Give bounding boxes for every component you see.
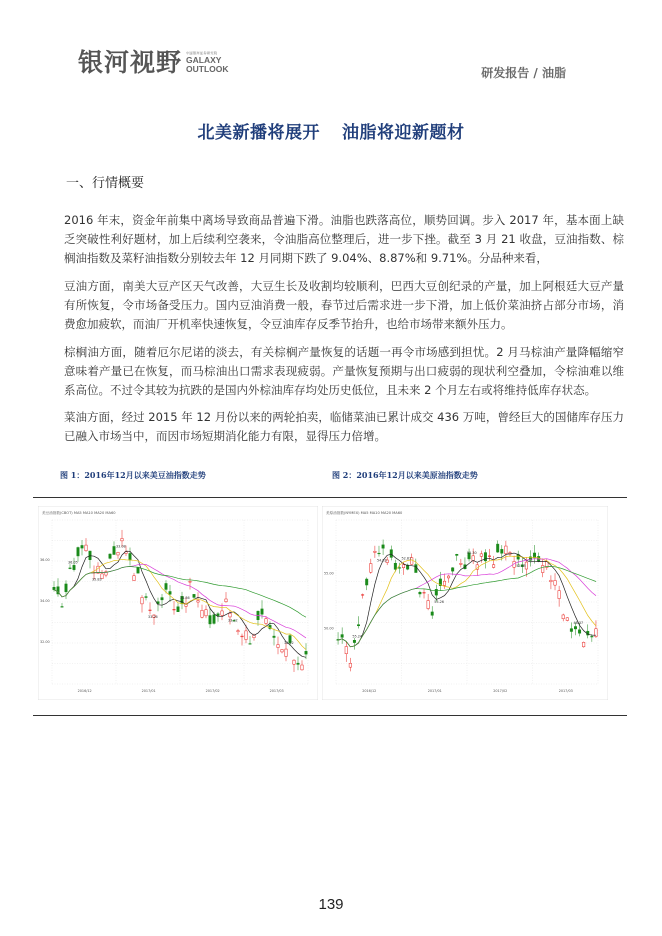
- candle-body: [129, 553, 131, 560]
- chart-price-label: 33.08: [116, 544, 126, 549]
- candle-body: [447, 576, 449, 578]
- candle-body: [435, 589, 437, 595]
- candle-body: [261, 609, 263, 614]
- candle-body: [77, 548, 79, 556]
- candle-body: [285, 649, 287, 656]
- chart-date-label: 2017/02: [205, 689, 220, 693]
- candle-body: [225, 599, 227, 602]
- chart-price-label: 48.37: [573, 620, 584, 625]
- title-part-2: 油脂将迎新题材: [342, 123, 465, 143]
- candle-body: [398, 568, 400, 569]
- candle-body: [365, 579, 367, 585]
- candle-body: [85, 545, 87, 551]
- chart-axis-label: 34.00: [40, 599, 50, 603]
- candle-body: [427, 601, 429, 609]
- logo-english-line-1: GALAXY: [186, 55, 222, 65]
- candle-body: [578, 630, 580, 633]
- candle-body: [209, 616, 211, 624]
- candle-body: [53, 587, 55, 589]
- chart-price-label: 54.83: [376, 558, 387, 563]
- chart-axis-label: 55.00: [324, 571, 334, 576]
- figure-1-caption: 图 1：2016年12月以来美豆油指数走势: [60, 470, 206, 480]
- logo-english-text: [186, 51, 229, 74]
- candle-body: [281, 649, 283, 651]
- candle-body: [550, 580, 552, 582]
- page-number: 139: [318, 896, 344, 913]
- candle-body: [213, 615, 215, 624]
- chart-date-label: 2017/01: [141, 689, 156, 693]
- chart-date-label: 2016/12: [362, 689, 377, 693]
- candle-body: [205, 610, 207, 616]
- candle-body: [349, 663, 351, 667]
- chart-price-label: 36.05: [68, 560, 78, 565]
- candle-body: [61, 607, 63, 608]
- candle-body: [161, 598, 163, 600]
- candle-body: [197, 601, 199, 602]
- candle-body: [217, 614, 219, 616]
- candle-body: [382, 545, 384, 548]
- chart-price-label: 32.22: [284, 641, 294, 646]
- soybean-oil-index-chart: [38, 506, 318, 700]
- candle-body: [65, 584, 67, 592]
- candle-body: [370, 564, 372, 573]
- candle-body: [141, 597, 143, 603]
- chart-price-label: 52.85: [516, 564, 526, 569]
- candle-body: [133, 576, 135, 581]
- candle-body: [113, 546, 115, 554]
- candle-body: [390, 550, 392, 558]
- candle-body: [570, 629, 572, 632]
- chart-price-label: 52.81: [401, 556, 412, 561]
- candle-body: [69, 568, 71, 569]
- candle-body: [237, 631, 239, 632]
- paragraph-overview: 2016 年末，资金年前集中离场导致商品普遍下滑。油脂也跌落高位，顺势回调。步入 2017 年，基本面上缺乏突破性利好题材，加上后续利空袭来，令油脂高位整理后，进一步下挫。截至 3 月 21 收盘，豆油指数、棕榈油指数及菜籽油指数分别较去年 12 月同期下跌了 9.04%、8.87%和 9.71%。分品种来看，: [64, 213, 624, 265]
- candle-body: [378, 553, 380, 554]
- candle-body: [293, 660, 295, 664]
- candle-body: [117, 552, 119, 555]
- candle-body: [394, 563, 396, 569]
- chart-price-label: 34.86: [180, 595, 190, 600]
- candle-body: [562, 615, 564, 619]
- report-category: 研发报告 / 油脂: [481, 66, 566, 80]
- candle-body: [591, 636, 593, 637]
- candle-body: [357, 625, 359, 626]
- chart-price-label: 55.24: [352, 634, 363, 639]
- chart-axis-label: 36.00: [40, 558, 50, 562]
- candle-body: [496, 544, 498, 552]
- candle-body: [341, 635, 343, 638]
- candle-body: [419, 592, 421, 594]
- candle-body: [574, 627, 576, 629]
- candle-body: [451, 568, 453, 571]
- candle-body: [505, 546, 507, 554]
- candle-body: [353, 640, 355, 642]
- candle-body: [480, 554, 482, 557]
- figure-bottom-rule: [33, 715, 627, 716]
- title-part-1: 北美新播将展开: [197, 123, 320, 143]
- candle-body: [554, 580, 556, 585]
- page-title: [0, 118, 662, 143]
- candle-body: [443, 581, 445, 585]
- candle-body: [361, 595, 363, 596]
- galaxy-outlook-logo: [78, 50, 229, 76]
- candle-body: [221, 611, 223, 615]
- candle-body: [566, 618, 568, 621]
- candle-body: [145, 597, 147, 598]
- chart-axis-label: 50.00: [324, 626, 334, 631]
- chart-date-label: 2017/01: [427, 689, 442, 693]
- logo-tiny-text: 中国银河证券研究院: [186, 51, 218, 55]
- candle-body: [374, 551, 376, 552]
- candle-body: [81, 545, 83, 548]
- chart-price-label: 35.83: [92, 577, 102, 582]
- candle-body: [305, 651, 307, 654]
- section-heading: 一、行情概要: [66, 176, 145, 191]
- chart-info-line: 美豆油指数(CBOT) MA5 MA10 MA20 MA60: [42, 511, 116, 515]
- candle-body: [169, 591, 171, 594]
- logo-english-line-2: OUTLOOK: [186, 64, 229, 74]
- candle-body: [73, 565, 75, 569]
- candle-body: [582, 642, 584, 646]
- paragraph-soybean-oil: 豆油方面，南美大豆产区天气改善，大豆生长及收割均较顺利，巴西大豆创纪录的产量，加上阿根廷大豆产量有所恢复，令市场备受压力。国内豆油消费一般，春节过后需求进一步下滑，加上低价菜油挤占部分市场，消费愈加疲软，而油厂开机率快速恢复，令豆油库存反季节抬升，也给市场带来额外压力。: [64, 279, 624, 331]
- candle-body: [297, 663, 299, 664]
- chart-date-label: 2017/03: [269, 689, 284, 693]
- figure-2-caption: 图 2：2016年12月以来美原油指数走势: [332, 470, 478, 480]
- candle-body: [149, 610, 151, 611]
- candle-body: [415, 565, 417, 573]
- crude-oil-index-chart: [322, 506, 608, 700]
- chart-date-label: 2017/03: [558, 689, 573, 693]
- candle-body: [245, 631, 247, 640]
- paragraph-rapeseed-oil: 菜油方面，经过 2015 年 12 月份以来的两轮拍卖，临储菜油已累计成交 436 万吨，曾经巨大的国储库存压力已融入市场当中，而因市场短期消化能力有限，显得压力倍增。: [64, 410, 624, 443]
- candle-body: [460, 563, 462, 564]
- chart-date-label: 2016/12: [77, 689, 92, 693]
- candle-body: [173, 609, 175, 610]
- candle-body: [402, 565, 404, 568]
- candle-body: [189, 581, 191, 582]
- paragraph-palm-oil: 棕榈油方面，随着厄尔尼诺的淡去，有关棕榈产量恢复的话题一再令市场感到担忧。2 月马棕油产量降幅缩窄意味着产量已在恢复，而马棕油出口需求表现疲弱。产量恢复预期与出口疲弱的现状利空叠加，令棕油难以维系高位。不过令其较为抗跌的是国内外棕油库存均处历史低位，且未来 2 个月左右或将维持低库存状态。: [64, 345, 624, 397]
- candle-body: [423, 592, 425, 593]
- candle-body: [177, 607, 179, 612]
- candle-body: [542, 565, 544, 572]
- chart-axis-label: 32.00: [40, 640, 50, 644]
- candle-body: [456, 554, 458, 555]
- figure-top-rule: [33, 497, 627, 498]
- candle-body: [121, 538, 123, 540]
- candle-body: [165, 583, 167, 589]
- candle-body: [265, 619, 267, 624]
- chart-date-label: 2017/02: [493, 689, 508, 693]
- candle-body: [201, 610, 203, 617]
- candle-body: [109, 554, 111, 558]
- soybean-oil-kline-image: [38, 506, 318, 700]
- candle-body: [193, 594, 195, 597]
- chart-price-label: 33.26: [148, 614, 158, 619]
- logo-chinese-text: 银河视野: [78, 48, 183, 77]
- candle-body: [492, 565, 494, 568]
- candle-body: [484, 553, 486, 561]
- candle-body: [277, 645, 279, 648]
- candle-body: [501, 549, 503, 553]
- chart-info-line: 美原油指数(NYMEX) MA5 MA10 MA20 MA60: [326, 511, 403, 515]
- candle-body: [229, 613, 231, 617]
- chart-price-label: 51.30: [467, 550, 477, 555]
- chart-price-label: 33.22: [228, 618, 238, 623]
- candle-body: [249, 644, 251, 645]
- candle-body: [345, 647, 347, 654]
- candle-body: [558, 591, 560, 599]
- candle-body: [301, 665, 303, 670]
- crude-oil-kline-image: [322, 506, 608, 700]
- candle-body: [137, 567, 139, 573]
- candle-body: [241, 636, 243, 637]
- candle-body: [431, 612, 433, 615]
- candle-body: [273, 636, 275, 637]
- chart-price-label: 53.26: [434, 600, 444, 605]
- candle-body: [488, 556, 490, 557]
